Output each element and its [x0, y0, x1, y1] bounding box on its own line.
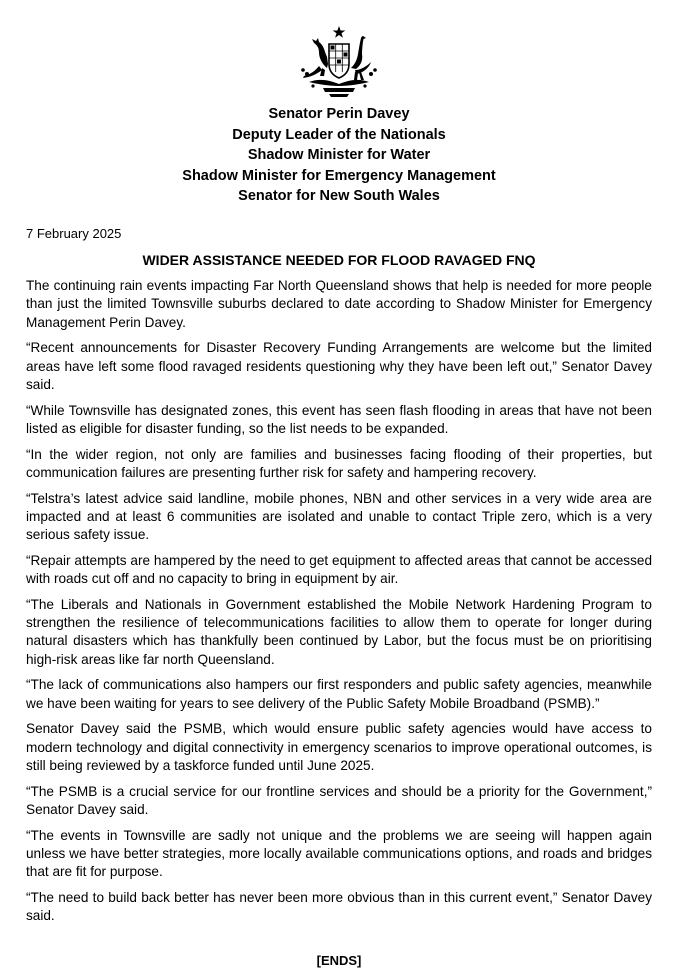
release-date: 7 February 2025	[26, 226, 122, 241]
body-paragraph: “The lack of communications also hampers our first responders and public safety agencies, meanwhile we have been waiting for years to see delivery of the Public Safety Mobile Broadband (PSMB).”	[26, 677, 652, 711]
body-paragraph: “While Townsville has designated zones, this event has seen flash flooding in areas that have not been listed as eligible for disaster funding, so the list needs to be expanded.	[26, 402, 652, 436]
body-paragraph: “Repair attempts are hampered by the need to get equipment to affected areas that cannot be accessed with roads cut off and no capacity to bring in equipment by air.	[26, 552, 652, 587]
senator-name: Senator Perin Davey	[268, 106, 410, 122]
body-paragraph: “The events in Townsville are sadly not unique and the problems we are seeing will happen again unless we have better strategies, more locally available communications options, and roads and bridges that are fit for purpose.	[26, 827, 652, 880]
ends-marker: [ENDS]	[316, 953, 362, 968]
release-body	[26, 277, 652, 933]
body-paragraph: “The need to build back better has never been more obvious than in this current event,” Senator Davey said.	[26, 889, 652, 924]
senator-title-deputy-leader: Deputy Leader of the Nationals	[232, 126, 446, 143]
body-paragraph: Senator Davey said the PSMB, which would ensure public safety agencies would have access to modern technology and digital connectivity in emergency scenarios to improve operational outcomes, is still being reviewed by a taskforce funded until June 2025.	[26, 721, 652, 773]
body-paragraph: “Telstra’s latest advice said landline, mobile phones, NBN and other services in a very wide area are impacted and at least 6 communities are isolated and unable to contact Triple zero, which is a very serious safety issue.	[26, 490, 652, 543]
body-paragraph: “The Liberals and Nationals in Government established the Mobile Network Hardening Program to strengthen the resilience of telecommunications facilities to allow them to operate for longer during natural disasters which has thankfully been continued by Labor, but the focus must be on prioritising high-risk areas like far north Queensland.	[26, 596, 652, 667]
body-paragraph: “In the wider region, not only are families and businesses facing flooding of their properties, but communication failures are presenting further risk for safety and hampering recovery.	[26, 446, 652, 480]
senator-title-emergency: Shadow Minister for Emergency Management	[182, 167, 496, 184]
body-paragraph: The continuing rain events impacting Far North Queensland shows that help is needed for more people than just the limited Townsville suburbs declared to date according to Shadow Minister for Emergency Management Perin Davey.	[26, 278, 652, 330]
senator-title-water: Shadow Minister for Water	[247, 147, 431, 163]
commonwealth-coat-of-arms-icon	[289, 24, 389, 100]
release-headline: WIDER ASSISTANCE NEEDED FOR FLOOD RAVAGED FNQ	[142, 252, 536, 268]
body-paragraph: “Recent announcements for Disaster Recovery Funding Arrangements are welcome but the limited areas have left some flood ravaged residents questioning why they have been left out,” Senator Davey said.	[26, 340, 652, 392]
body-paragraph: “The PSMB is a crucial service for our frontline services and should be a priority for the Government,” Senator Davey said.	[26, 783, 652, 817]
senator-titles	[0, 104, 678, 207]
senator-title-nsw: Senator for New South Wales	[238, 188, 440, 204]
